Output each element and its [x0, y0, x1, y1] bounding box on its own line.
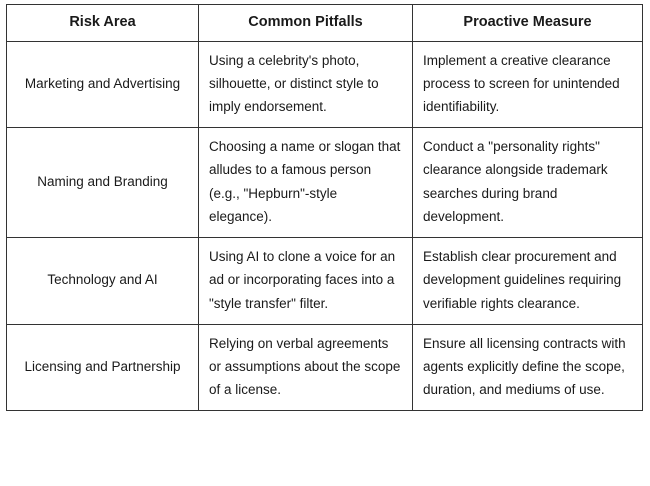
table-row: [7, 128, 643, 238]
cell-common-pitfalls: Using a celebrity's photo, silhouette, or distinct style to imply endorsement.: [199, 41, 413, 128]
cell-proactive-measure: Establish clear procurement and development guidelines requiring verifiable rights clearance.: [413, 238, 643, 325]
risk-table: [6, 4, 643, 411]
table-row: [7, 41, 643, 128]
cell-common-pitfalls: Using AI to clone a voice for an ad or incorporating faces into a "style transfer" filter.: [199, 238, 413, 325]
column-header-common-pitfalls: Common Pitfalls: [199, 5, 413, 42]
cell-risk-area: Marketing and Advertising: [7, 41, 199, 128]
cell-proactive-measure: Ensure all licensing contracts with agents explicitly define the scope, duration, and mediums of use.: [413, 324, 643, 411]
cell-common-pitfalls: Relying on verbal agreements or assumptions about the scope of a license.: [199, 324, 413, 411]
table-body: [7, 41, 643, 411]
column-header-risk-area: Risk Area: [7, 5, 199, 42]
table-row: [7, 238, 643, 325]
cell-risk-area: Naming and Branding: [7, 128, 199, 238]
cell-risk-area: Licensing and Partnership: [7, 324, 199, 411]
table-header: [7, 5, 643, 42]
cell-proactive-measure: Conduct a "personality rights" clearance alongside trademark searches during brand development.: [413, 128, 643, 238]
table-row: [7, 324, 643, 411]
cell-common-pitfalls: Choosing a name or slogan that alludes to a famous person (e.g., "Hepburn"-style elegance).: [199, 128, 413, 238]
column-header-proactive-measure: Proactive Measure: [413, 5, 643, 42]
table-header-row: [7, 5, 643, 42]
cell-proactive-measure: Implement a creative clearance process to screen for unintended identifiability.: [413, 41, 643, 128]
cell-risk-area: Technology and AI: [7, 238, 199, 325]
